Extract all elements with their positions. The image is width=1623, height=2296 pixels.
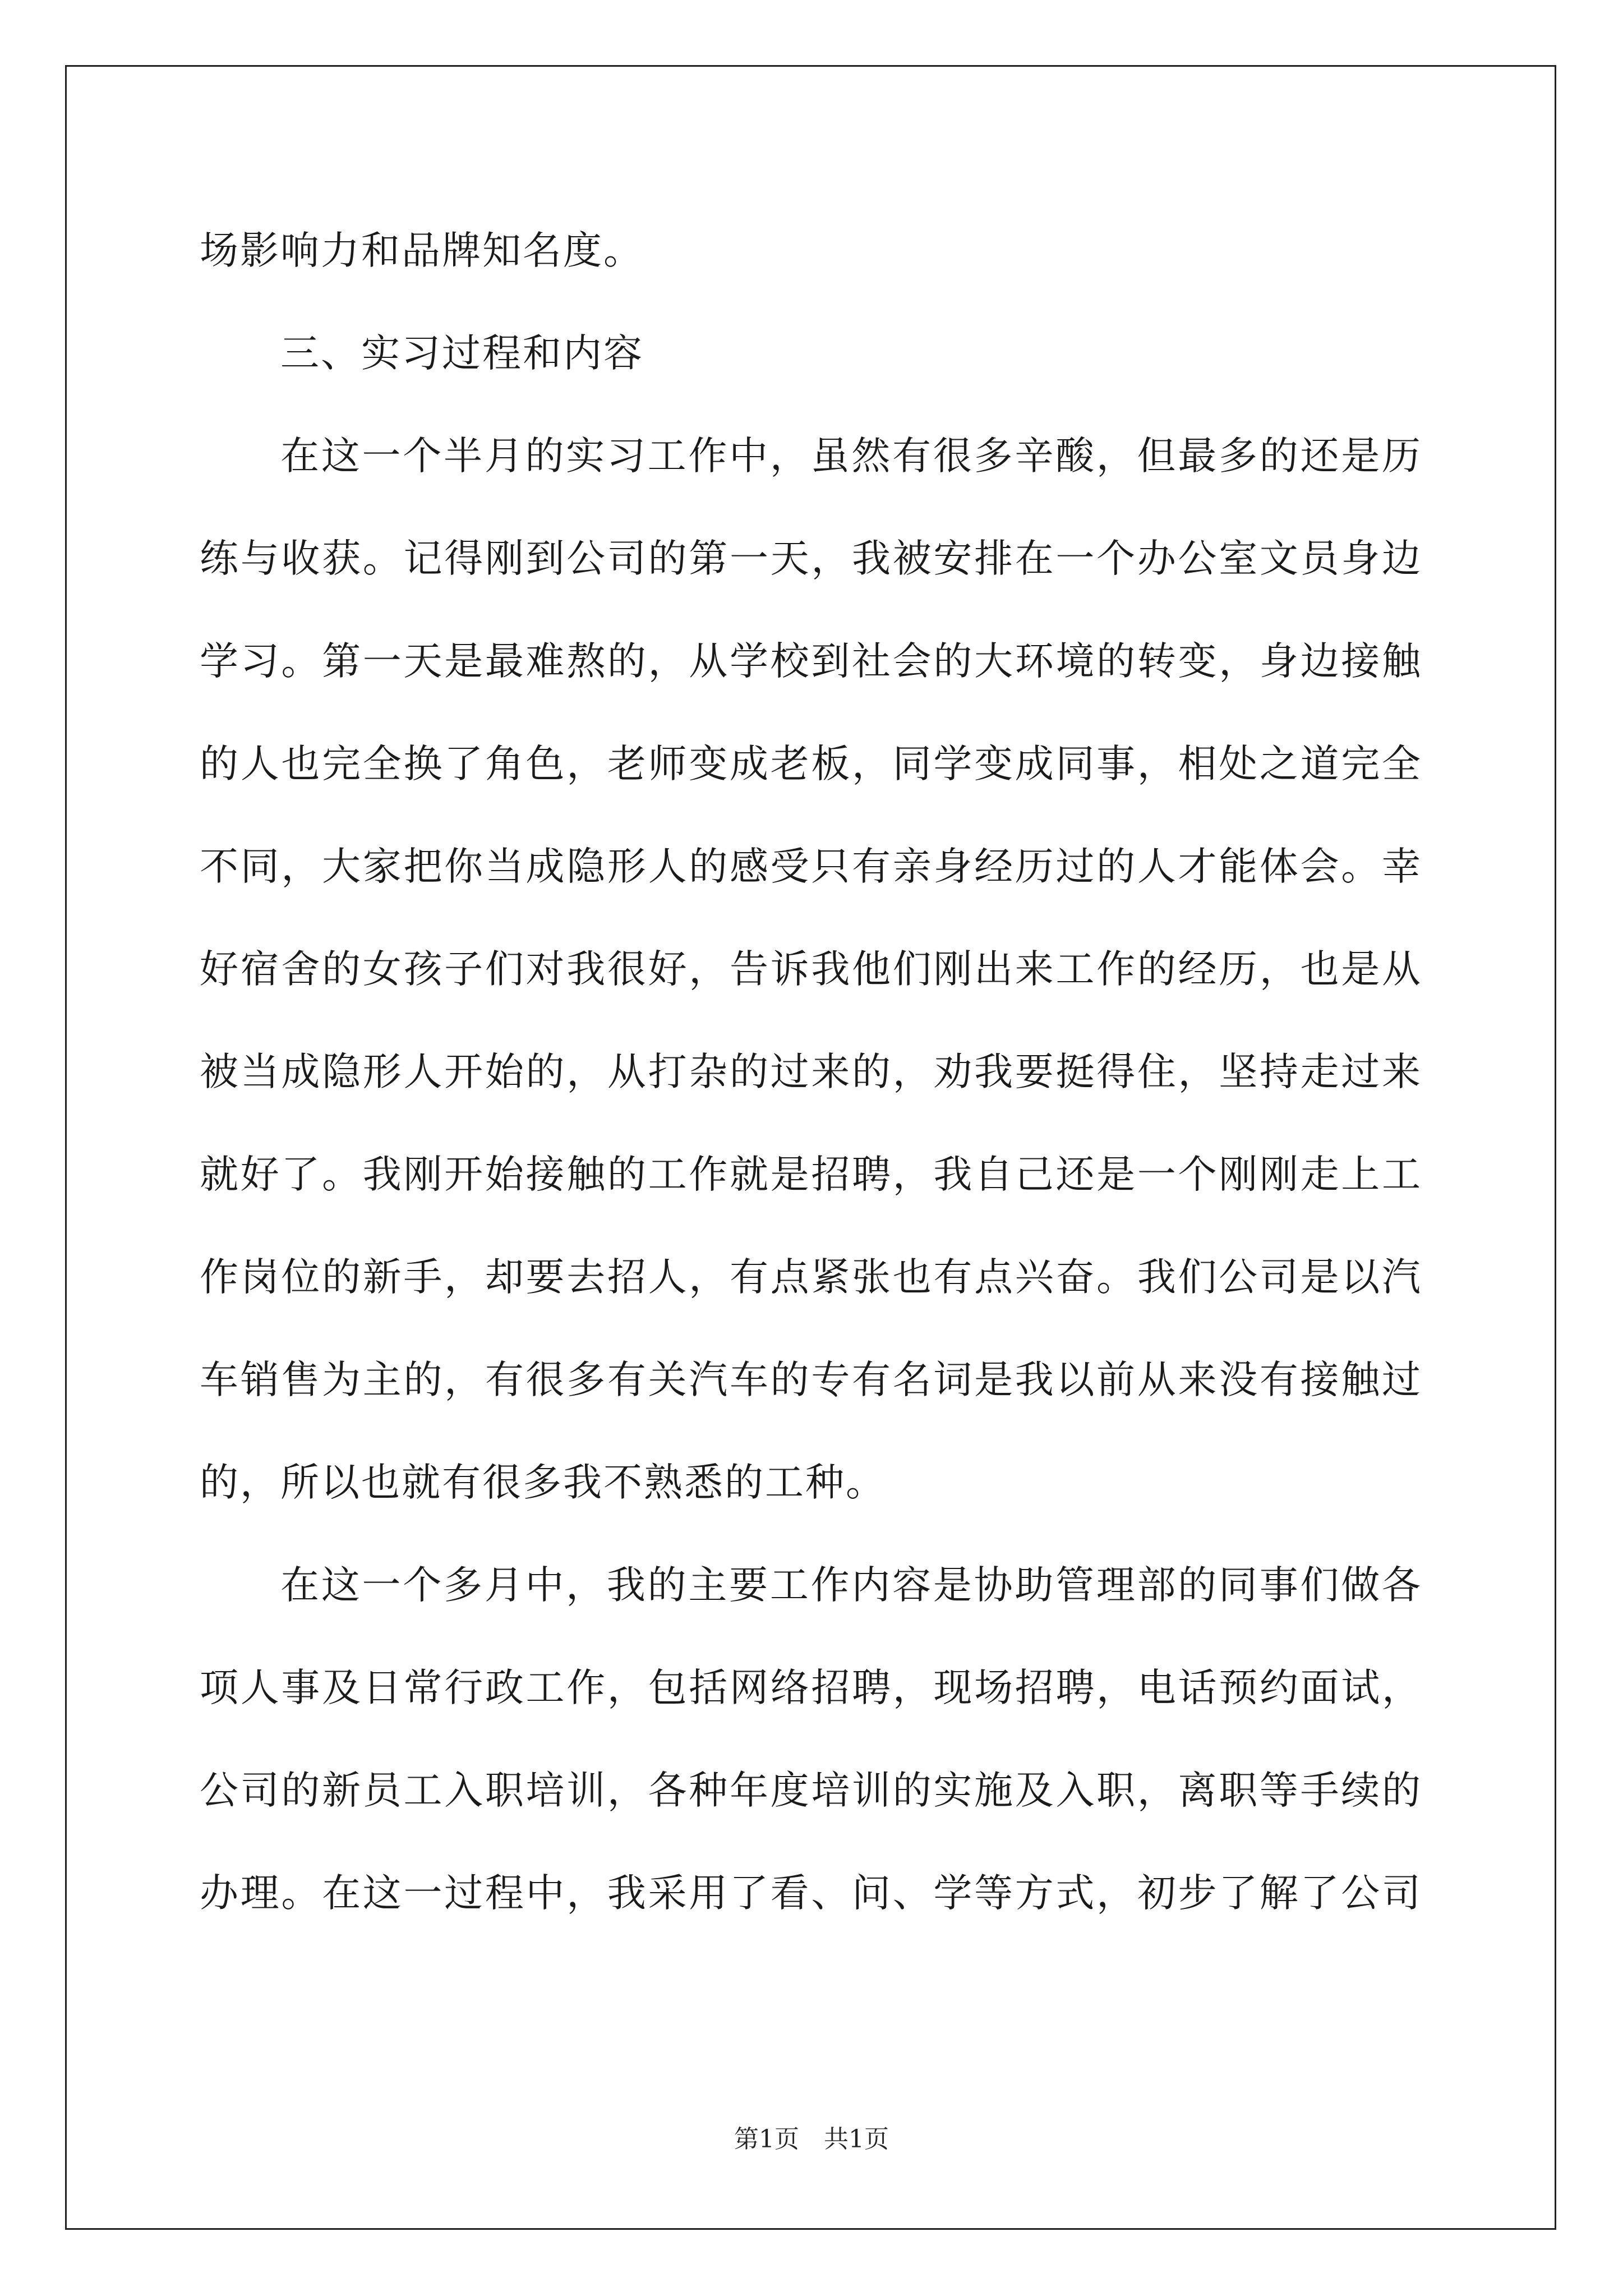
text-line: 车销售为主的，有很多有关汽车的专有名词是我以前从来没有接触过 [200, 1358, 1422, 1402]
document-body [200, 209, 1422, 1954]
text-line: 公司的新员工入职培训，各种年度培训的实施及入职，离职等手续的 [200, 1768, 1422, 1813]
text-line: 作岗位的新手，却要去招人，有点紧张也有点兴奋。我们公司是以汽 [200, 1255, 1422, 1300]
text-line: 就好了。我刚开始接触的工作就是招聘，我自己还是一个刚刚走上工 [200, 1152, 1422, 1197]
text-line: 的，所以也就有很多我不熟悉的工种。 [200, 1460, 886, 1505]
text-line: 项人事及日常行政工作，包括网络招聘，现场招聘，电话预约面试， [200, 1665, 1422, 1710]
page-number: 第1页 共1页 [734, 2125, 889, 2154]
text-line: 好宿舍的女孩子们对我很好，告诉我他们刚出来工作的经历，也是从 [200, 947, 1422, 992]
text-line: 的人也完全换了角色，老师变成老板，同学变成同事，相处之道完全 [200, 742, 1422, 786]
text-line: 在这一个多月中，我的主要工作内容是协助管理部的同事们做各 [280, 1563, 1422, 1608]
text-line: 练与收获。记得刚到公司的第一天，我被安排在一个办公室文员身边 [200, 536, 1422, 581]
section-heading: 三、实习过程和内容 [280, 331, 644, 376]
text-line: 不同，大家把你当成隐形人的感受只有亲身经历过的人才能体会。幸 [200, 844, 1422, 889]
text-line: 办理。在这一过程中，我采用了看、问、学等方式，初步了解了公司 [200, 1871, 1422, 1916]
text-line: 在这一个半月的实习工作中，虽然有很多辛酸，但最多的还是历 [280, 434, 1422, 478]
text-line: 被当成隐形人开始的，从打杂的过来的，劝我要挺得住，坚持走过来 [200, 1050, 1422, 1094]
text-line: 学习。第一天是最难熬的，从学校到社会的大环境的转变，身边接触 [200, 639, 1422, 684]
text-line: 场影响力和品牌知名度。 [200, 228, 644, 273]
